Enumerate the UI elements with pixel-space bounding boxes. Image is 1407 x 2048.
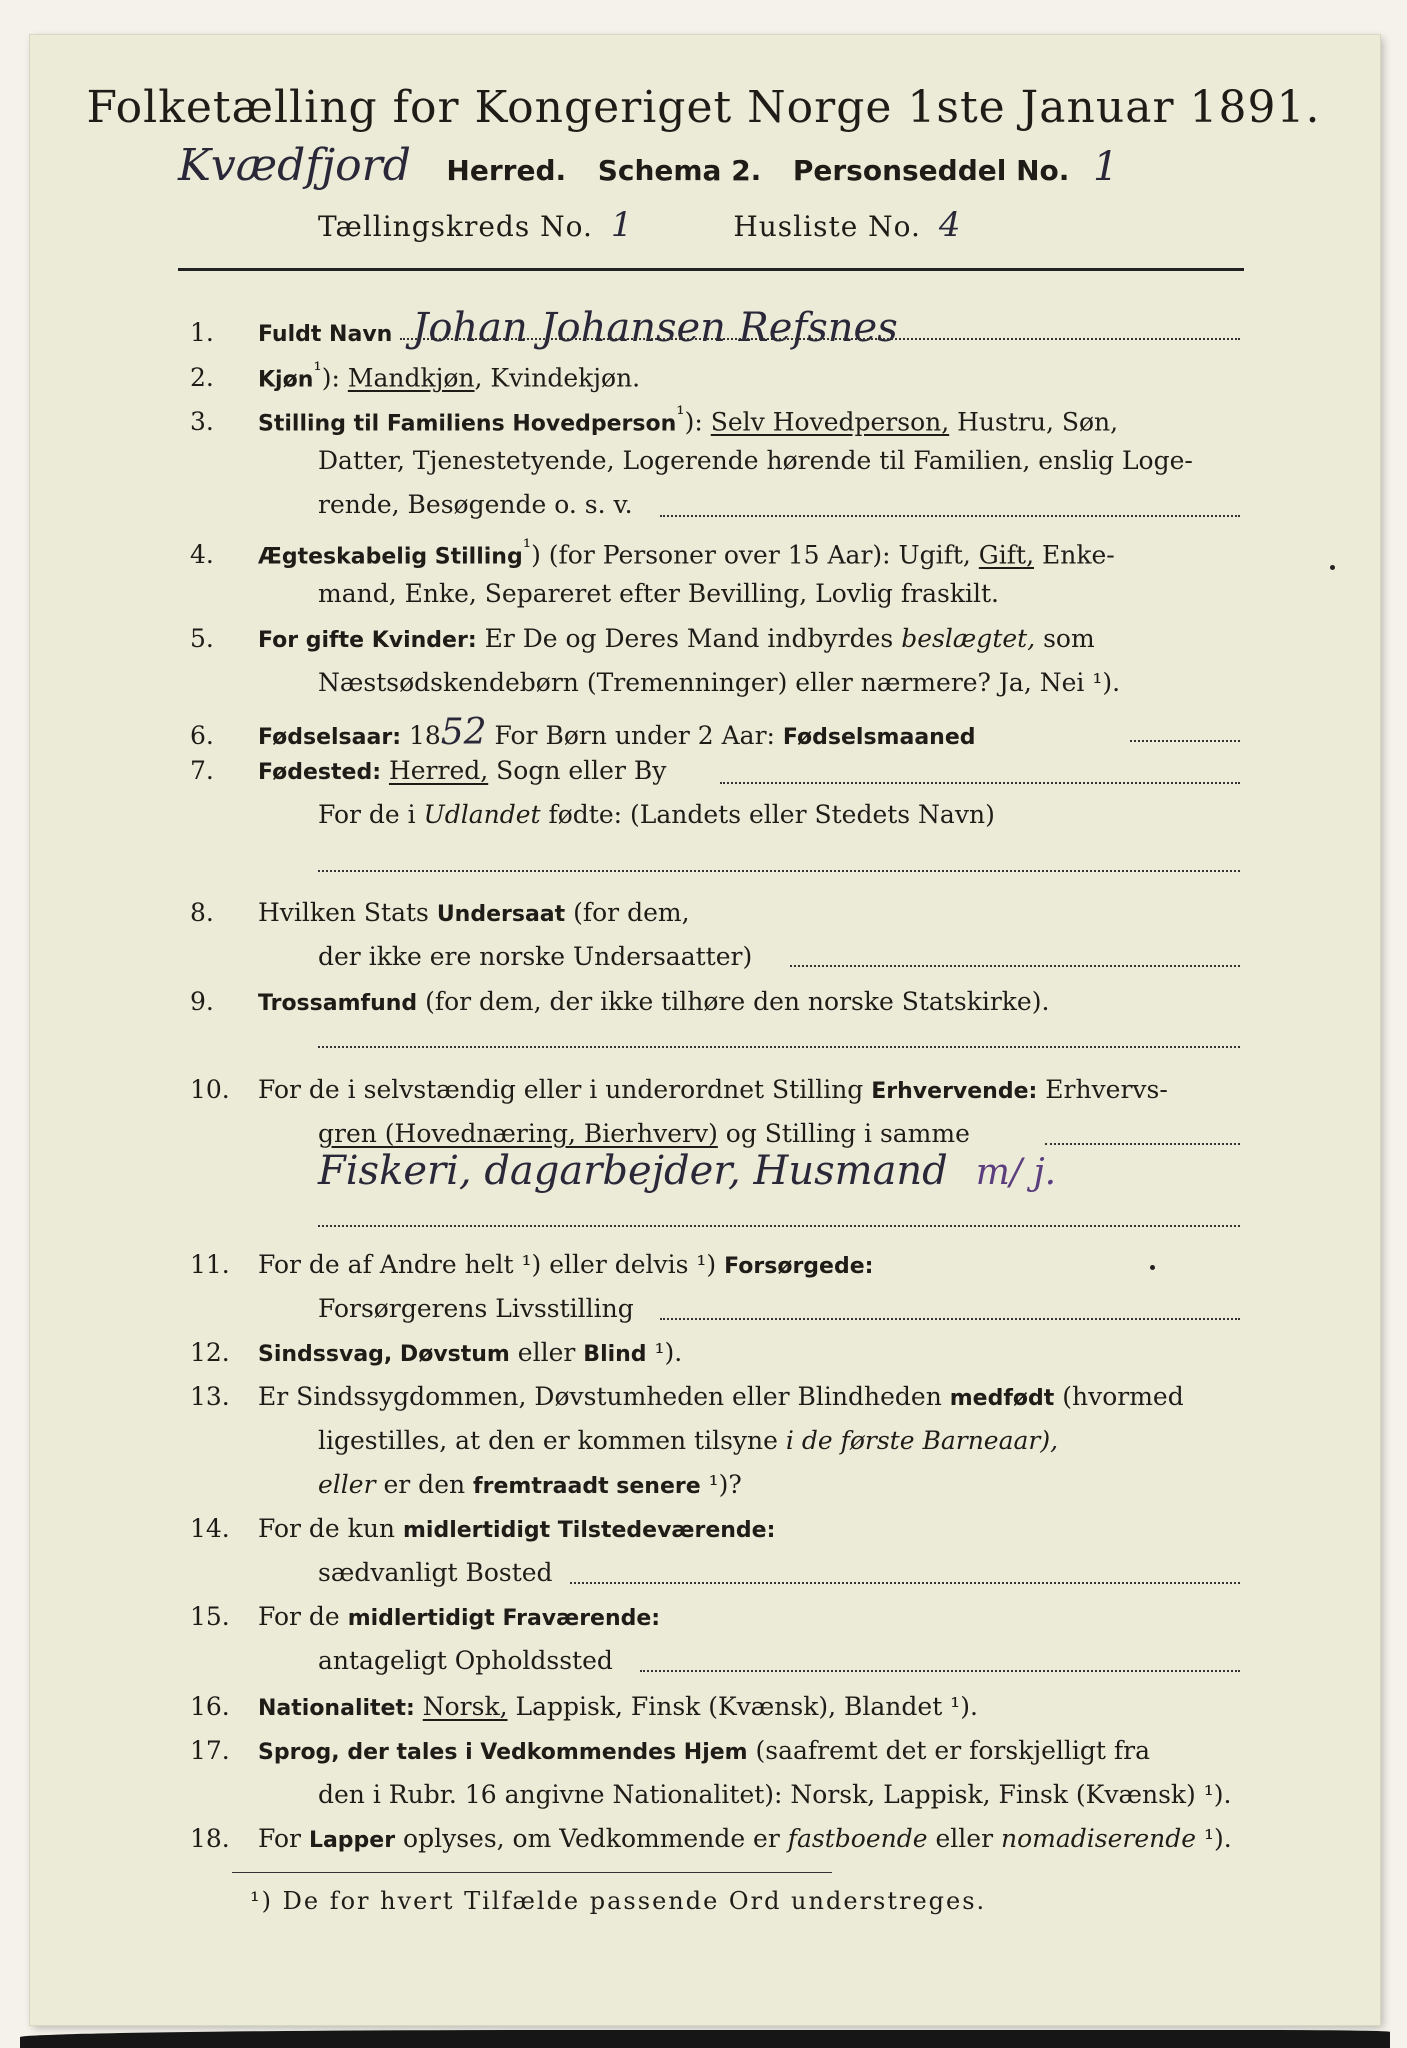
husliste-value: 4 [938,205,962,245]
herred-value: Kvædfjord [178,140,411,191]
header-line-1 [178,140,1118,191]
occupation-answer: Fiskeri, dagarbejder, Husmand [318,1148,948,1194]
item-18: 18. For Lapper oplyses, om Vedkommende er fastboende eller nomadiserende ¹). [190,1824,1232,1853]
personseddel-value: 1 [1092,144,1119,190]
dotted-line [660,515,1240,517]
item-14-line-2: sædvanligt Bosted [318,1558,553,1587]
item-13-line-3: eller er den fremtraadt senere ¹)? [318,1470,742,1499]
item-13: 13. Er Sindssygdommen, Døvstumheden eller Blindheden medfødt (hvormed [190,1382,1184,1411]
birth-year-answer: 52 [440,712,487,753]
dotted-line [660,1318,1240,1320]
tællingskreds-label: Tællingskreds No. [318,210,593,243]
item-16: 16. Nationalitet: Norsk, Lappisk, Finsk (Kvænsk), Blandet ¹). [190,1692,978,1721]
gift-selected: Gift, [978,540,1035,570]
dotted-line [318,1046,1240,1048]
item-11: 11. For de af Andre helt ¹) eller delvis ¹) Forsørgede: [190,1250,874,1279]
item-17: 17. Sprog, der tales i Vedkommendes Hjem (saafremt det er forskjelligt fra [190,1736,1150,1765]
dotted-line [318,870,1240,872]
item-7-line-2: For de i Udlandet fødte: (Landets eller Stedets Navn) [318,800,995,829]
item-6: 6. Fødselsaar: 1852 For Børn under 2 Aar: Fødselsmaaned [190,712,976,753]
header-line-2 [318,205,962,245]
item-12: 12. Sindssvag, Døvstum eller Blind ¹). [190,1338,683,1367]
mandkjøn-selected: Mandkjøn [347,363,475,393]
name-answer: Johan Johansen Refsnes [412,305,898,351]
item-3-line-3: rende, Besøgende o. s. v. [318,490,633,519]
dotted-line [1130,740,1240,742]
ink-dot [1330,565,1335,570]
item-10: 10. For de i selvstændig eller i underordnet Stilling Erhvervende: Erhvervs- [190,1075,1168,1104]
footnote-rule [232,1872,832,1873]
ink-dot [1150,1265,1155,1270]
item-5-line-2: Næstsødskendebørn (Tremenninger) eller nærmere? Ja, Nei ¹). [318,668,1121,697]
footnote: ¹) De for hvert Tilfælde passende Ord understreges. [250,1887,987,1915]
item-1: 1. Fuldt Navn Johan Johansen Refsnes [190,305,898,351]
herred-label: Herred. [446,154,567,187]
dotted-line [318,1225,1240,1227]
item-4-line-2: mand, Enke, Separeret efter Bevilling, Lovlig fraskilt. [318,579,999,608]
dotted-line [1045,1143,1240,1145]
selv-hovedperson-selected: Selv Hovedperson, [710,407,950,437]
header-rule [178,268,1244,271]
dotted-line [720,782,1240,784]
schema-label: Schema 2. [597,154,762,187]
item-3: 3. Stilling til Familiens Hovedperson$^{^1}$): Selv Hovedperson, Hustru, Søn, [190,402,1119,437]
item-14: 14. For de kun midlertidigt Tilstedeværende: [190,1514,776,1543]
item-7: 7. Fødested: Herred, Sogn eller By [190,756,667,785]
item-13-line-2: ligestilles, at den er kommen tilsyne i de første Barneaar), [318,1426,1059,1455]
dotted-line [570,1582,1240,1584]
norsk-selected: Norsk, [422,1692,508,1721]
dotted-line [400,338,1240,340]
item-5: 5. For gifte Kvinder: Er De og Deres Mand indbyrdes beslægtet, som [190,624,1095,653]
occupation-answer-row [318,1148,1056,1194]
tællingskreds-value: 1 [610,205,634,245]
herred-selected: Herred, [388,756,489,785]
dotted-line [790,965,1240,967]
scan-edge-shadow [20,2030,1390,2048]
item-8: 8. Hvilken Stats Undersaat (for dem, [190,898,690,927]
item-9: 9. Trossamfund (for dem, der ikke tilhøre den norske Statskirke). [190,987,1050,1016]
item-11-line-2: Forsørgerens Livsstilling [318,1294,634,1323]
occupation-code-mark: m/ j. [975,1152,1057,1193]
personseddel-label: Personseddel No. [792,154,1070,187]
item-2: 2. Kjøn$^{^1}$): Mandkjøn, Kvindekjøn. [190,358,641,393]
item-3-line-2: Datter, Tjenestetyende, Logerende hørende til Familien, enslig Loge- [318,446,1193,475]
item-8-line-2: der ikke ere norske Undersaatter) [318,942,753,971]
label-fuldt-navn: Fuldt Navn [258,322,393,347]
item-4: 4. Ægteskabelig Stilling$^{^1}$) (for Personer over 15 Aar): Ugift, Gift, Enke- [190,535,1115,570]
item-10-line-2: gren (Hovednæring, Bierhverv) og Stilling i samme [318,1119,970,1148]
dotted-line [640,1670,1240,1672]
item-17-line-2: den i Rubr. 16 angivne Nationalitet): Norsk, Lappisk, Finsk (Kvænsk) ¹). [318,1780,1232,1809]
item-15-line-2: antageligt Opholdssted [318,1646,613,1675]
item-15: 15. For de midlertidigt Fraværende: [190,1602,661,1631]
form-title: Folketælling for Kongeriget Norge 1ste Januar 1891. [86,82,1321,133]
husliste-label: Husliste No. [733,210,921,243]
